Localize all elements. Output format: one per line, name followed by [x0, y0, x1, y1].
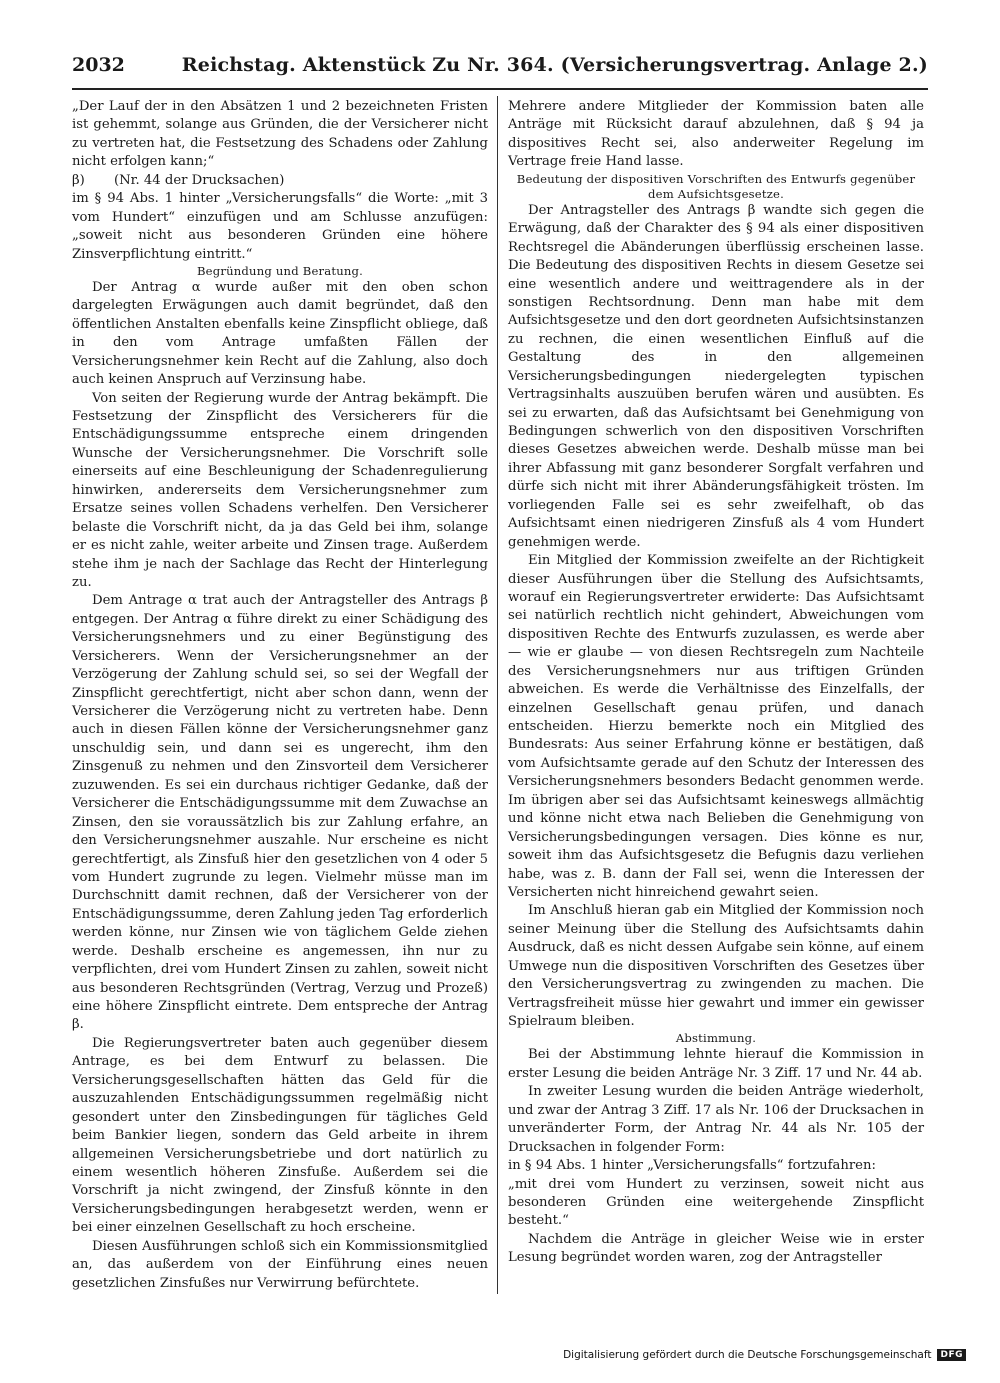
quoted-clause: „mit drei vom Hundert zu verzinsen, soweit nicht aus besonderen Gründen eine weitergehende Zinspflicht besteht.“: [508, 1176, 924, 1229]
paragraph: Ein Mitglied der Kommission zweifelte an der Richtigkeit dieser Ausführungen über die Stellung des Aufsichtsamts, worauf ein Regierungsvertreter erwiderte: Das Aufsichtsamt sei natürlich rechtlich nicht gehindert, Abweichungen vom dispositiven Rechte des Entwurfs zuzulassen, es werde aber — wie er glaube — von diesen Rechtsregeln zum Nachteile des Versicherungsnehmers nur aus triftigen Gründen abweichen. Es werde die Verhältnisse des Einzelfalls, der einzelnen Gesellschaft genau prüfen, und danach entscheiden. Hierzu bemerkte noch ein Mitglied des Bundesrats: Aus seiner Erfahrung könne er bestätigen, daß vom Aufsichtsamte gerade auf den Schutz der Interessen des Versicherungsnehmers besonders Bedacht genommen werde. Im übrigen aber sei das Aufsichtsamt keineswegs allmächtig und könne nicht etwa nach Belieben die Genehmigung von Versicherungsbedingungen versagen. Dies könne es nur, soweit ihm das Aufsichtsgesetz die Befugnis dazu verliehen habe, was z. B. dann der Fall sei, wenn die Interessen der Versicherten nicht hinreichend gewahrt seien.: [508, 553, 924, 900]
digitization-credit: [563, 1349, 966, 1361]
paragraph: Mehrere andere Mitglieder der Kommission baten alle Anträge mit Rücksicht darauf abzulehnen, daß § 94 ja dispositives Recht sei, also anderweiter Regelung im Vertrage freie Hand lasse.: [508, 99, 924, 170]
page-number: 2032: [72, 54, 125, 76]
quoted-clause: „Der Lauf der in den Absätzen 1 und 2 bezeichneten Fristen ist gehemmt, solange aus Gründen, die der Versicherer nicht zu vertreten hat, die Festsetzung des Schadens oder Zahlung nicht erfolgen kann;“: [72, 99, 488, 170]
paragraph: Die Regierungsvertreter baten auch gegenüber diesem Antrage, es bei dem Entwurf zu belassen. Die Versicherungsgesellschaften hätten das Geld für die auszuzahlenden Entschädigungssummen regelmäßig nicht gesondert unter den Zinsbedingungen für tägliches Geld beim Bankier liegen, sondern das Geld arbeite in ihrem allgemeinen Versicherungsbetriebe und dort natürlich zu einem wesentlich höheren Zinsfuße. Außerdem sei die Vorschrift ja nicht zwingend, der Zinsfuß könnte in den Versicherungsbedingungen herabgesetzt werden, wenn er bei einer einzelnen Gesellschaft zu hoch erscheine.: [72, 1035, 488, 1236]
paragraph: Von seiten der Regierung wurde der Antrag bekämpft. Die Festsetzung der Zinspflicht des Versicherers für die Entschädigungssumme entspreche einem dringenden Wunsche der Versicherungsnehmer. Die Vorschrift solle einerseits auf eine Beschleunigung der Schadenregulierung hinwirken, andererseits dem Versicherungsnehmer zum Ersatze seines vollen Schadens verhelfen. Den Versicherer belaste die Vorschrift nicht, da ja das Geld bei ihm, solange er es nicht zahle, weiter arbeite und Zinsen trage. Außerdem stehe ihm je nach der Sachlage das Recht der Hinterlegung zu.: [72, 390, 488, 590]
dfg-logo: DFG: [937, 1349, 966, 1361]
left-column: [72, 98, 488, 1293]
quoted-instruction: in § 94 Abs. 1 hinter „Versicherungsfalls“ fortzufahren:: [508, 1158, 876, 1174]
paragraph: Der Antrag α wurde außer mit den oben schon dargelegten Erwägungen auch damit begründet, daß den öffentlichen Anstalten ebenfalls keine Zinspflicht obliege, daß in den vom Antrage umfaßten Fällen der Versicherungsnehmer kein Recht auf die Zahlung, also doch auch keinen Anspruch auf Verzinsung habe.: [72, 279, 488, 388]
section-heading: Abstimmung.: [675, 1031, 757, 1046]
right-column: [508, 98, 924, 1268]
header-rule: [72, 88, 928, 90]
paragraph: Diesen Ausführungen schloß sich ein Kommissionsmitglied an, das außerdem von der Einführung eines neuen gesetzlichen Zinsfußes nur Verwirrung befürchtete.: [72, 1238, 488, 1291]
paragraph: In zweiter Lesung wurden die beiden Anträge wiederholt, und zwar der Antrag 3 Ziff. 17 als Nr. 106 der Drucksachen in unveränderter Form, der Antrag Nr. 44 als Nr. 105 der Drucksachen in folgender Form:: [508, 1084, 924, 1155]
motion-beta: [72, 172, 488, 190]
paragraph: Bei der Abstimmung lehnte hierauf die Kommission in erster Lesung die beiden Anträge Nr. 3 Ziff. 17 und Nr. 44 ab.: [508, 1047, 924, 1081]
section-heading: Begründung und Beratung.: [196, 263, 364, 278]
motion-beta-body: im § 94 Abs. 1 hinter „Versicherungsfalls“ die Worte: „mit 3 vom Hundert“ einzufügen und am Schlusse anzufügen: „soweit nicht aus besonderen Gründen eine höhere Zinsverpflichtung eintritt.“: [72, 191, 488, 262]
credit-text: Digitalisierung gefördert durch die Deutsche Forschungsgemeinschaft: [563, 1349, 932, 1361]
page-header: [72, 54, 928, 86]
paragraph: Im Anschluß hieran gab ein Mitglied der Kommission noch seiner Meinung über die Stellung des Aufsichtsamts dahin Ausdruck, daß es nicht dessen Aufgabe sein könne, auf einem Umwege nun die dispositiven Vorschriften des Gesetzes über den Versicherungsvertrag zu zwingenden zu machen. Die Vertragsfreiheit müsse hier gewahrt und immer ein gewisser Spielraum bleiben.: [508, 903, 924, 1029]
motion-beta-reference: (Nr. 44 der Drucksachen): [114, 172, 285, 188]
list-marker: β): [72, 172, 85, 188]
paragraph: Dem Antrage α trat auch der Antragsteller des Antrags β entgegen. Der Antrag α führe direkt zu einer Schädigung des Versicherungsnehmers und zu einer Begünstigung des Versicherers. Wenn der Versicherungsnehmer an der Verzögerung der Zahlung schuld sei, so sei der Wegfall der Zinspflicht gerechtfertigt, nicht aber schon dann, wenn der Versicherer die Verzögerung nicht zu vertreten habe. Denn auch in diesen Fällen könne der Versicherungsnehmer ganz unschuldig sein, und dann sei es ungerecht, ihm den Zinsgenuß zu nehmen und den Zinsvorteil dem Versicherer zuzuwenden. Es sei ein durchaus richtiger Gedanke, daß der Versicherer die Entschädigungssumme mit dem Zuwachse an Zinsen, den sie voraussätzlich bis zur Zahlung erfahre, an den Versicherungsnehmer auszahle. Nur erscheine es nicht gerechtfertigt, als Zinsfuß hier den gesetzlichen von 4 oder 5 vom Hundert zugrunde zu legen. Vielmehr müsse man im Durchschnitt damit rechnen, daß der Versicherer von der Entschädigungssumme, deren Zahlung jeden Tag erforderlich werden könne, nur Zinsen wie von täglichem Gelde ziehen werde. Deshalb erscheine es angemessen, ihn nur zu verpflichten, drei vom Hundert Zinsen zu zahlen, soweit nicht aus besonderen Rechtsgründen (Vertrag, Verzug und Prozeß) eine höhere Zinspflicht eintrete. Dem entspreche der Antrag β.: [72, 593, 488, 1033]
paragraph: Nachdem die Anträge in gleicher Weise wie in erster Lesung begründet worden waren, zog der Antragsteller: [508, 1231, 924, 1266]
running-title: Reichstag. Aktenstück Zu Nr. 364. (Versicherungsvertrag. Anlage 2.): [181, 54, 928, 76]
column-divider: [497, 96, 498, 1294]
paragraph: Der Antragsteller des Antrags β wandte sich gegen die Erwägung, daß der Charakter des § 94 als einer dispositiven Rechtsregel die Abänderungen überflüssig erscheinen lasse. Die Bedeutung des dispositiven Rechts in diesem Gesetze sei eine wesentlich andere und weittragendere als in der sonstigen Rechtsordnung. Denn man habe mit dem Aufsichtsgesetze und den dort geordneten Aufsichtsinstanzen zu rechnen, die einen wesentlichen Einfluß auf die Gestaltung des in den allgemeinen Versicherungsbedingungen niedergelegten typischen Vertragsinhalts auszuüben berufen wären und ausübten. Es sei zu erwarten, daß das Aufsichtsamt bei Genehmigung von Bedingungen schwerlich von den dispositiven Vorschriften dieses Gesetzes abweichen werde. Deshalb müsse man bei ihrer Abfassung mit ganz besonderer Sorgfalt verfahren und dürfe sich nicht mit ihrer Abänderungsfähigkeit trösten. Im vorliegenden Falle sei es sehr zweifelhaft, ob das Aufsichtsamt einen niedrigeren Zinsfuß als 4 vom Hundert genehmigen werde.: [508, 202, 924, 550]
section-heading: Bedeutung der dispositiven Vorschriften des Entwurfs gegenüber dem Aufsichtsgesetze.: [516, 171, 916, 201]
